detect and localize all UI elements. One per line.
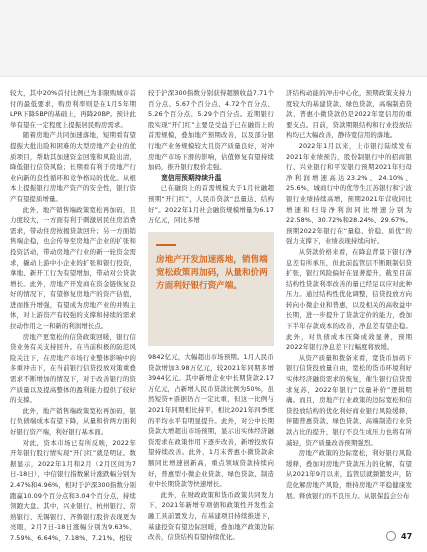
page-marker-icon [386,531,396,541]
page-number: 47 [401,532,413,541]
paragraph: 较大，其中20%首付比例已为非限购城市首付的最低要求，购房利率则是在1月5年期LPR下降5BP的基础上，再降20BP。预计此举有望在一定程度上提振居民购房需求。 [10,89,136,129]
paragraph: 此外，在财政政策和货币政策共同发力下，2021年新增专项债和政策性开发性金融工具前置发力，在基建项目持续推进下，基建投资有望边际回暖，叠加地产政策边际改善，信贷结构有望持续优化。 [148,490,274,542]
text-column-1 [10,88,136,544]
text-column-3 [286,88,412,501]
pull-quote-rule [156,244,176,246]
paragraph: 此外，地产销售端政策宽松再加码，且力度较大，一方面有利于刺激居民住房消费需求，带动住房按揭贷款回升；另一方面销售端企稳，也会传导至房地产企业的扩张和投资活动，带动房地产行业的新一轮资金需求，撬动上游中小企业的扩张和银行投资，拿地、新开工行为有望增加，带动对公贷款增长。此外，房地产开发商在资金链恢复良好的情况下，有望修复房地产的资产估值，进而推升增强，有望成为房地产业的并购主体，对上游资产有较强的支撑和持续的需求拉动作用之一和新的利润增长点。 [10,205,136,331]
paragraph: 从资产质量和拨备来看，宽货币加码下银行信贷投放量自由，宽松的货币环境利好实体经济融资需求的恢复，催生银行信贷需求复苏，2022年银行“以量补价”逻辑明确。而且，房地产行业政策的边际宽松和信贷投放结构的优化利好商业银行风险缓释，伴随普惠贷款、绿色贷款、高端制造行业贷款占比的提升，银行不良生成压力也将有所减轻，资产质量改善预期强烈。 [286,353,412,447]
pull-quote-text: 房地产开发加速落地，销售端宽松政策再加码，从量和价两方面利好银行资产端。 [156,255,268,291]
paragraph: 随着房地产共同加速落地，短期看有望提振大批出险和困难的大型房地产企业的优质项目，帮助其加速资金回笼和风险出清，降低银行信贷风险；长期看有利于房地产行业向新的良性循环和竞争格局的优化。从根本上提振银行房地产资产的安全性，银行资产有望提质增量。 [10,131,136,203]
text-column-2-top [148,88,274,226]
paragraph: 济结构动能的冲击中心化，预期政策支持力度较大的基建贷款、绿色贷款、高端制造贷款、普惠小微贷款仍是2022年宽信用的重要支点。目前，贷款期限结构和行业投放结构均已大幅改善，静待宽信用的落地。 [286,89,412,140]
section-subhead: 宽信用预期持续升温 [161,173,222,182]
paragraph: 已在融资上的首需规模大于1月社融超预期“开门红”，人民币贷款“总量达、结构好”。2022年1月社会融资规模增量为6.17万亿元，同比多增 [148,184,274,225]
paragraph: 9842亿元，大幅超出市场预期。1月人民币贷款增加3.98万亿元，较2021年同期多增3944亿元。其中新增企业中长期贷款2.17万亿元，占新增人民币贷款比例为50%，虽然短贷+票据仍占一定比重，但这一比例与2021年同期相比持平，相比2021年四季度的平均水平有明显提升。此外，对公中长期贷款大增超出市场预期，显示出实体经济融资需求在政策作用下逐步改善，新增投放有望持续改善。此外，1月末普惠小微贷款余额同比增速创新高，重点领域贷款持续向好，普惠型小微企业贷款、绿色贷款、制造业中长期贷款等快速增长。 [148,353,274,489]
paragraph: 从贷款价格来看，在降息背景下银行净息差有所承压，但此前监管层不断限制信贷扩张，银行风险偏好在显著提升，截至目前结构性贷款利率改善的量已经足以应对此种压力。通过结构性优化调整，信贷投放方向转向小微企业和普惠，以及相关的高收益中长期，进一步提升了贷款定价的能力，叠加下半年存款成本的改善，净息差有望企稳。此外，对负债成本压降成效显著，预期2022年银行净息差下行幅度将放缓。 [286,247,412,352]
paragraph: 较于沪深300指数分别获得超额收益7.71个百分点、5.67个百分点、4.72个百分点、5.26个百分点、5.29个百分点。近期银行股实现“开门红”主要是受益于已在融资上的首需规模，叠加地产预期改善，以及部分银行地产业务规模较大且资产质量良好，对冲房地产市场下滑的影响，估值修复有望持续加码，推升银行股价走强。 [148,89,274,172]
paragraph: 房地产政策的边际宽松，利好银行风险缓释，叠加对房地产贷款压力的化解，有望从2021年9月以来，监管层就频繁发声，防范化解房地产风险，维持房地产平稳健康发展。释放银行的不良压力。从银保监会公布 [286,449,412,500]
paragraph: 此外，地产销售端政策宽松再加码，银行负债端成本有望下降，从量和价两方面利好银行资产端，利好银行基本面。 [10,406,136,436]
pull-quote-box [148,232,274,346]
paragraph: 对此，资本市场已有所反映，2022年开年银行股行情实现“开门红”就是明证。数据显示，2022年1月和2月（2月区间为7日-18日），中信银行指数累计涨跌幅分别为2.47%和4.96%，相对于沪深300指数分别跑赢10.09个百分点和3.04个百分点，持续领跑大盘。其中，兴业银行、杭州银行、常熟银行、无锡银行、齐鲁银行股价表现更为亮眼，2月7日-18日涨幅分别为9.63%、7.59%、6.64%、7.18%、7.21%。相较 [10,438,136,542]
paragraph: 2022年1月以来，上市银行陆续发布2021年业绩预告，股份制银行中的招商银行、兴业银行和平安银行预期2021年归母净利润增速高达23.2%、24.10%、25.6%，城商行中的优等生江苏银行和宁波银行业绩持续高增，预期2021年营收同比增速和归母净利润同比增速分别为22.58%、30.72%和28.24%、29.67%。预期2022年银行在“量稳、价稳、质优”的强力支撑下，业绩表现持续向好。 [286,141,412,246]
paragraph: 房地产更宽松的信贷政策回暖，银行信贷业务有关支持回升。在当前积极的防范风险关注下，在房地产市场行业整体影响中的多重冲击下，在当前银行信贷投放对策重叠需求不断增加的情况下，对于改善银行的资产质量以及提高整体的盈利能力提供了较好的支撑。 [10,332,136,405]
header-band [0,0,427,77]
text-column-2-bottom [148,352,274,543]
